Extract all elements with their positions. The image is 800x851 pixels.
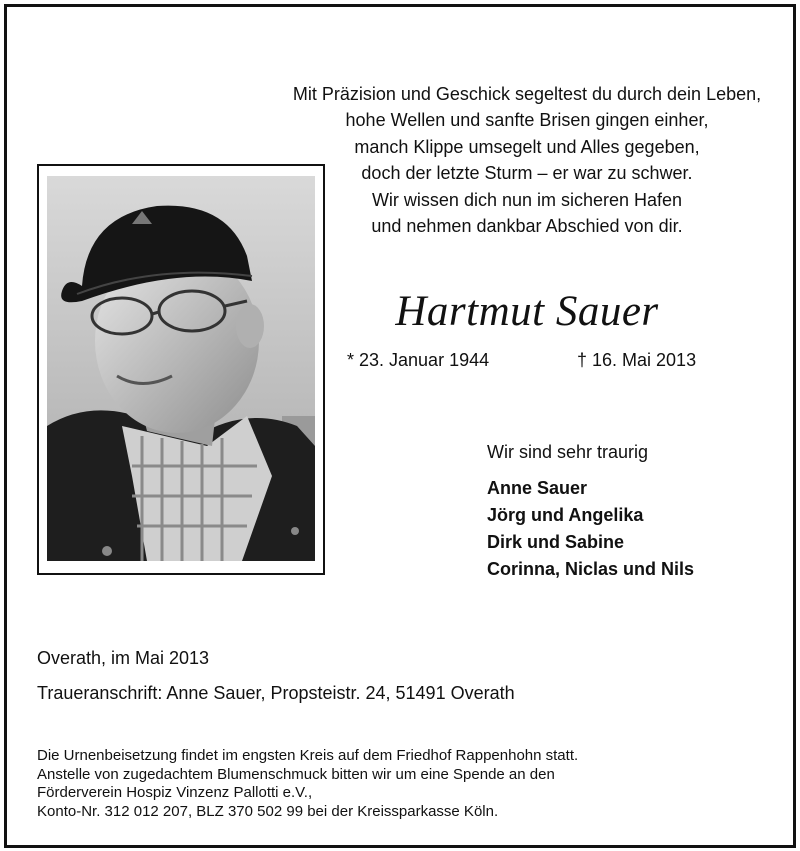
poem-line: Mit Präzision und Geschick segeltest du durch dein Leben, (292, 84, 762, 104)
mourner-name: Corinna, Niclas und Nils (487, 559, 695, 579)
portrait-photo (47, 176, 315, 561)
poem-line: und nehmen dankbar Abschied von dir. (371, 216, 683, 237)
notice-line: Die Urnenbeisetzung findet im engsten Kreis auf dem Friedhof Rappenhohn statt. (37, 747, 579, 764)
mourners-intro: Wir sind sehr traurig (487, 442, 649, 462)
obituary-frame (4, 4, 796, 848)
mourner-name: Dirk und Sabine (487, 532, 625, 552)
funeral-notice (37, 747, 578, 821)
poem-line: hohe Wellen und sanfte Brisen gingen einher, (345, 110, 709, 131)
poem-line: manch Klippe umsegelt und Alles gegeben, (354, 136, 700, 157)
poem-line: doch der letzte Sturm – er war zu schwer. (361, 163, 693, 184)
mourning-address: Traueranschrift: Anne Sauer, Propsteistr. 24, 51491 Overath (37, 683, 515, 703)
mourner-name: Anne Sauer (487, 478, 588, 498)
portrait-illustration (47, 176, 315, 561)
notice-line: Anstelle von zugedachtem Blumenschmuck bitten wir um eine Spende an den (37, 765, 555, 783)
notice-line: Förderverein Hospiz Vinzenz Pallotti e.V., (37, 784, 313, 801)
notice-line: Konto-Nr. 312 012 207, BLZ 370 502 99 bei der Kreissparkasse Köln. (37, 802, 499, 820)
deceased-name: Hartmut Sauer (395, 288, 659, 335)
mourners-list (487, 475, 694, 583)
place-date: Overath, im Mai 2013 (37, 648, 210, 668)
birth-date: * 23. Januar 1944 (347, 350, 490, 370)
memorial-poem (257, 81, 797, 239)
mourner-name: Jörg und Angelika (487, 505, 644, 525)
death-date: † 16. Mai 2013 (577, 350, 697, 370)
photo-frame (37, 164, 325, 575)
poem-line: Wir wissen dich nun im sicheren Hafen (371, 189, 683, 210)
